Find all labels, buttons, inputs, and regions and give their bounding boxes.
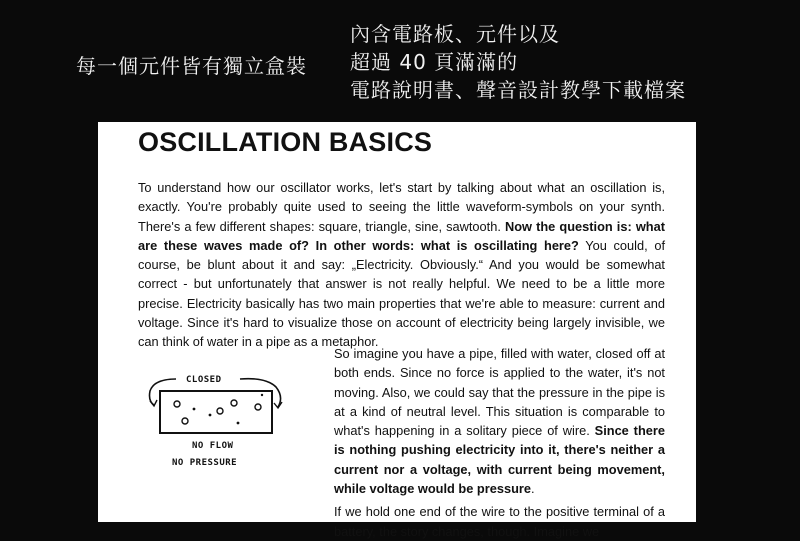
- closed-label: CLOSED: [186, 375, 222, 385]
- pipe-text-1: So imagine you have a pipe, filled with water, closed off at both ends. Since no force is applied to the water, it's not moving. Also, we could say that the pressure in the pipe is at a kind of neutral level. This situation is comparable to what's happening in a solitary piece of wire.: [334, 346, 665, 439]
- water-particle: [217, 408, 223, 414]
- water-particle: [231, 400, 237, 406]
- caption-right-line-2: 超過 40 頁滿滿的: [350, 50, 519, 74]
- pipe-paragraph-2: If we hold one end of the wire to the positive terminal of a battery, the story changes, though. Imagine we: [334, 504, 665, 539]
- closed-arrow-right-head: [274, 402, 282, 408]
- caption-right-line-3: 電路說明書、聲音設計教學下載檔案: [350, 78, 686, 102]
- no-pressure-label: NO PRESSURE: [172, 458, 238, 468]
- pipe-text-end: .: [530, 481, 535, 497]
- pipe-bold-statement: Since there is nothing pushing electricity into it, there's neither a current nor a voltage, with current being movement, while voltage would be pressure: [334, 423, 665, 497]
- pipe-body: [160, 391, 272, 433]
- page-title: OSCILLATION BASICS: [138, 127, 433, 157]
- caption-right: [350, 20, 686, 104]
- intro-bold-question: Now the question is: what are these waves made of? In other words: what is oscillating here?: [138, 218, 665, 253]
- no-flow-label: NO FLOW: [192, 441, 234, 451]
- pipe-illustration: [142, 371, 302, 471]
- water-particle: [209, 414, 212, 417]
- intro-text-1: To understand how our oscillator works, let's start by talking about what an oscillation is, exactly. You're probably quite used to seeing the little waveform-symbols on your synth. There's a few different shapes: square, triangle, sine, sawtooth.: [138, 180, 665, 234]
- water-particle: [237, 422, 240, 425]
- water-particle: [193, 408, 196, 411]
- water-particle: [174, 401, 180, 407]
- water-particle: [182, 418, 188, 424]
- intro-paragraph: [138, 178, 665, 352]
- intro-text-2: You could, of course, be blunt about it and say: „Electricity. Obviously.“ And you would be somewhat correct - but unfortunately that answer is not really helpful. We need to be a little more precise. Electricity basically has two main properties that we're able to measure: current and voltage. Since it's hard to visualize those on account of electricity being largely invisible, we can think of water in a pipe as a metaphor.: [138, 237, 666, 350]
- water-particle: [261, 394, 263, 396]
- manual-page: [98, 122, 696, 539]
- water-particle: [255, 404, 261, 410]
- pipe-explanation: [334, 344, 665, 541]
- caption-right-line-1: 內含電路板、元件以及: [350, 22, 560, 46]
- pipe-paragraph-1: [334, 344, 665, 498]
- caption-left: 每一個元件皆有獨立盒裝: [76, 54, 307, 78]
